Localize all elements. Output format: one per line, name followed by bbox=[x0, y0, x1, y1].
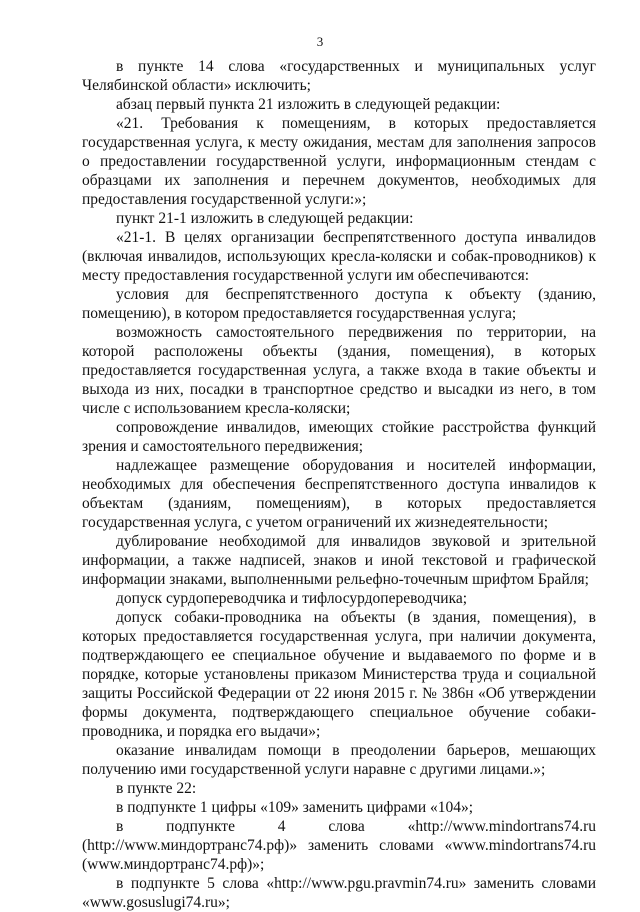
paragraph: в подпункте 1 цифры «109» заменить цифрами «104»; bbox=[116, 799, 474, 816]
paragraph: «21-1. В целях организации беспрепятственного доступа инвалидов (включая инвалидов, использующих кресла-коляски и собак-проводников) к месту предоставления государственной услуги им обеспечиваются: bbox=[82, 229, 596, 284]
paragraph: возможность самостоятельного передвижения по территории, на которой расположены объекты (здания, помещения), в которых предоставляется государственная услуга, а также входа в такие объекты и выхода из них, посадки в транспортное средство и высадки из него, в том числе с использованием кресла-коляски; bbox=[82, 324, 596, 417]
paragraph: в подпункте 4 слова «http://www.mindortrans74.ru (http://www.миндортранс74.рф)» заменить словами «www.mindortrans74.ru (www.миндортранс74.рф)»; bbox=[82, 818, 596, 873]
paragraph: пункт 21-1 изложить в следующей редакции: bbox=[116, 210, 414, 227]
paragraph: в пункте 22: bbox=[116, 780, 197, 797]
paragraph: «21. Требования к помещениям, в которых предоставляется государственная услуга, к месту ожидания, местам для заполнения запросов о предоставлении государственной услуги, информационным стендам с образцами их заполнения и перечнем документов, необходимых для предоставления государственной услуги:»; bbox=[82, 115, 596, 208]
paragraph: допуск сурдопереводчика и тифлосурдопереводчика; bbox=[116, 590, 468, 607]
paragraph: сопровождение инвалидов, имеющих стойкие расстройства функций зрения и самостоятельного передвижения; bbox=[82, 419, 596, 455]
paragraph: допуск собаки-проводника на объекты (в здания, помещения), в которых предоставляется государственная услуга, при наличии документа, подтверждающего ее специальное обучение и выдаваемого по форме и в порядке, которые установлены приказом Министерства труда и социальной защиты Российской Федерации от 22 июня 2015 г. № 386н «Об утверждении формы документа, подтверждающего специальное обучение собаки-проводника, и порядка его выдачи»; bbox=[82, 609, 596, 740]
paragraph: оказание инвалидам помощи в преодолении барьеров, мешающих получению ими государственной услуги наравне с другими лицами.»; bbox=[82, 742, 596, 778]
paragraph: надлежащее размещение оборудования и носителей информации, необходимых для обеспечения беспрепятственного доступа инвалидов к объектам (зданиям, помещениям), в которых предоставляется государственная услуга, с учетом ограничений их жизнедеятельности; bbox=[82, 457, 596, 531]
paragraph: условия для беспрепятственного доступа к объекту (зданию, помещению), в котором предоставляется государственная услуга; bbox=[82, 286, 596, 322]
paragraph: абзац первый пункта 21 изложить в следующей редакции: bbox=[116, 96, 501, 113]
paragraph: в пункте 14 слова «государственных и муниципальных услуг Челябинской области» исключить; bbox=[82, 58, 596, 94]
paragraph: в подпункте 5 слова «http://www.pgu.pravmin74.ru» заменить словами «www.gosuslugi74.ru»; bbox=[82, 875, 596, 911]
document-body bbox=[82, 57, 596, 912]
page-number: 3 bbox=[316, 34, 324, 49]
paragraph: дублирование необходимой для инвалидов звуковой и зрительной информации, а также надписей, знаков и иной текстовой и графической информации знаками, выполненными рельефно-точечным шрифтом Брайля; bbox=[82, 533, 596, 588]
